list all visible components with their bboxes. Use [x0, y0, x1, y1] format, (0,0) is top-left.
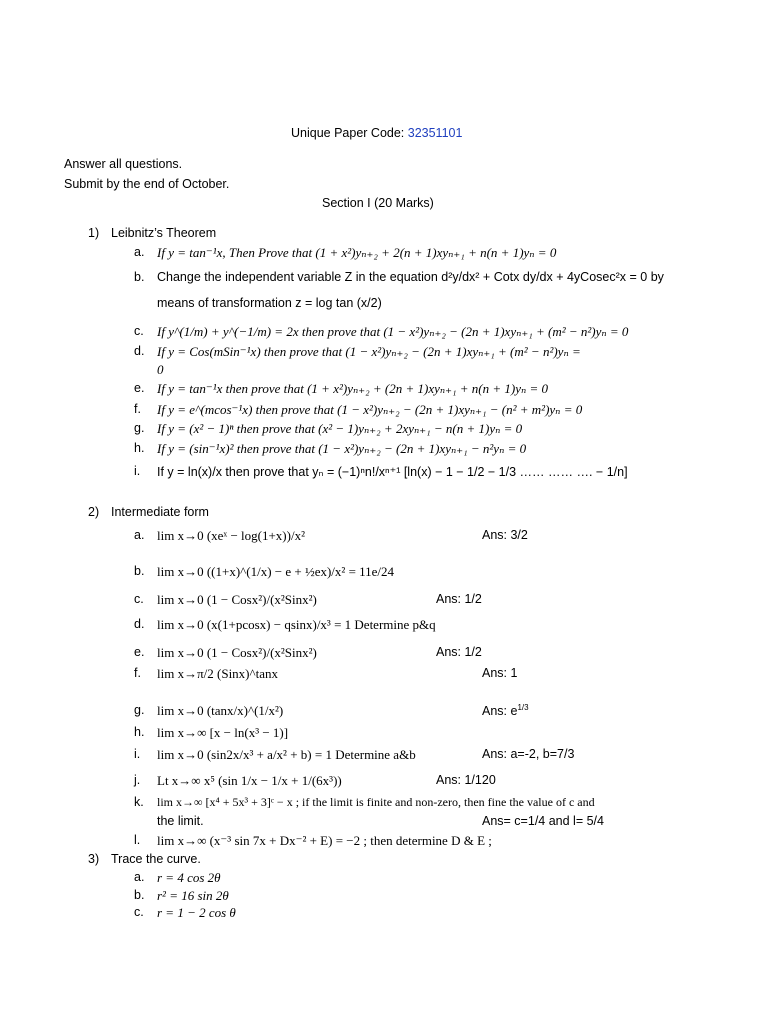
item-answer	[482, 703, 529, 718]
item-letter: a.	[134, 528, 145, 542]
item-text: If y = (x² − 1)ⁿ then prove that (x² − 1)yₙ₊₂ + 2xyₙ₊₁ − n(n + 1)yₙ = 0	[157, 421, 523, 436]
item-letter: f.	[134, 402, 141, 416]
item-letter: b.	[134, 564, 145, 578]
question-number: 1)	[88, 226, 100, 240]
item-letter: e.	[134, 645, 145, 659]
answer-exponent: 1/3	[517, 703, 529, 712]
answer-base: Ans: e	[482, 704, 518, 719]
item-answer: Ans: a=-2, b=7/3	[482, 747, 575, 761]
item-text: If y = tan⁻¹x, Then Prove that (1 + x²)yₙ₊₂ + 2(n + 1)xyₙ₊₁ + n(n + 1)yₙ = 0	[157, 245, 557, 260]
item-text: If y = tan⁻¹x then prove that (1 + x²)yₙ₊₂ + (2n + 1)xyₙ₊₁ + n(n + 1)yₙ = 0	[157, 381, 549, 396]
item-letter: c.	[134, 592, 144, 606]
item-text: Lt x→∞ x⁵ (sin 1/x − 1/x + 1/(6x³))	[157, 773, 342, 788]
item-text: If y = Cos(mSin⁻¹x) then prove that (1 − x²)yₙ₊₂ − (2n + 1)xyₙ₊₁ + (m² − n²)yₙ =	[157, 344, 581, 359]
item-letter: c.	[134, 324, 144, 338]
item-letter: h.	[134, 441, 145, 455]
item-letter: b.	[134, 888, 145, 902]
question-title: Trace the curve.	[111, 852, 201, 866]
item-text: lim x→π/2 (Sinx)^tanx	[157, 666, 278, 681]
item-text: If y = e^(mcos⁻¹x) then prove that (1 − x²)yₙ₊₂ − (2n + 1)xyₙ₊₁ − (n² + m²)yₙ = 0	[157, 402, 583, 417]
item-text: lim x→∞ [x − ln(x³ − 1)]	[157, 725, 289, 740]
item-letter: d.	[134, 617, 145, 631]
question-number: 2)	[88, 505, 100, 519]
item-letter: e.	[134, 381, 145, 395]
item-text: lim x→0 (1 − Cosx²)/(x²Sinx²)	[157, 592, 317, 607]
item-letter: d.	[134, 344, 145, 358]
item-letter: l.	[134, 833, 141, 847]
item-text-continued: means of transformation z = log tan (x/2)	[157, 296, 382, 310]
item-answer: Ans: 1/2	[436, 645, 482, 659]
item-text: If y = (sin⁻¹x)² then prove that (1 − x²)yₙ₊₂ − (2n + 1)xyₙ₊₁ − n²yₙ = 0	[157, 441, 527, 456]
item-text: Change the independent variable Z in the equation d²y/dx² + Cotx dy/dx + 4yCosec²x = 0 by	[157, 270, 664, 284]
item-text: r = 4 cos 2θ	[157, 870, 221, 885]
item-text-continued: the limit.	[157, 814, 204, 828]
item-text: lim x→0 (tanx/x)^(1/x²)	[157, 703, 284, 718]
item-answer: Ans: 1/2	[436, 592, 482, 606]
paper-code-value: 32351101	[407, 126, 463, 140]
item-letter: b.	[134, 270, 145, 284]
item-letter: k.	[134, 795, 144, 809]
item-text: If y^(1/m) + y^(−1/m) = 2x then prove that (1 − x²)yₙ₊₂ − (2n + 1)xyₙ₊₁ + (m² − n²)yₙ = 0	[157, 324, 629, 339]
question-title: Leibnitz’s Theorem	[111, 226, 217, 240]
item-text: If y = ln(x)/x then prove that yₙ = (−1)ⁿn!/xⁿ⁺¹ [ln(x) − 1 − 1/2 − 1/3 …… …… …. − 1/n]	[157, 465, 628, 479]
paper-code-line	[291, 126, 462, 140]
item-text-continued: 0	[157, 362, 164, 377]
item-letter: j.	[134, 773, 141, 787]
item-text: lim x→0 (1 − Cosx²)/(x²Sinx²)	[157, 645, 317, 660]
item-letter: a.	[134, 245, 145, 259]
instruction-line: Answer all questions.	[64, 157, 183, 171]
paper-code-label: Unique Paper Code:	[291, 126, 408, 140]
item-answer: Ans: 3/2	[482, 528, 528, 542]
section-title: Section I (20 Marks)	[322, 196, 434, 210]
item-letter: f.	[134, 666, 141, 680]
question-number: 3)	[88, 852, 100, 866]
item-text: r² = 16 sin 2θ	[157, 888, 229, 903]
item-letter: a.	[134, 870, 145, 884]
instruction-line: Submit by the end of October.	[64, 177, 230, 191]
item-text: lim x→∞ (x⁻³ sin 7x + Dx⁻² + E) = −2 ; then determine D & E ;	[157, 833, 492, 848]
item-answer: Ans: 1/120	[436, 773, 496, 787]
item-text: lim x→∞ [x⁴ + 5x³ + 3]ᶜ − x ; if the limit is finite and non-zero, then fine the value of c and	[157, 795, 595, 809]
item-letter: i.	[134, 747, 141, 761]
question-title: Intermediate form	[111, 505, 209, 519]
item-text: lim x→0 (xeˣ − log(1+x))/x²	[157, 528, 305, 543]
item-letter: c.	[134, 905, 144, 919]
item-letter: h.	[134, 725, 145, 739]
item-text: r = 1 − 2 cos θ	[157, 905, 236, 920]
item-answer: Ans= c=1/4 and l= 5/4	[482, 814, 604, 828]
item-text: lim x→0 (x(1+pcosx) − qsinx)/x³ = 1 Determine p&q	[157, 617, 436, 632]
item-letter: i.	[134, 464, 141, 478]
item-text: lim x→0 ((1+x)^(1/x) − e + ½ex)/x² = 11e/24	[157, 564, 395, 579]
item-text: lim x→0 (sin2x/x³ + a/x² + b) = 1 Determine a&b	[157, 747, 416, 762]
item-letter: g.	[134, 703, 145, 717]
item-answer: Ans: 1	[482, 666, 518, 680]
item-letter: g.	[134, 421, 145, 435]
